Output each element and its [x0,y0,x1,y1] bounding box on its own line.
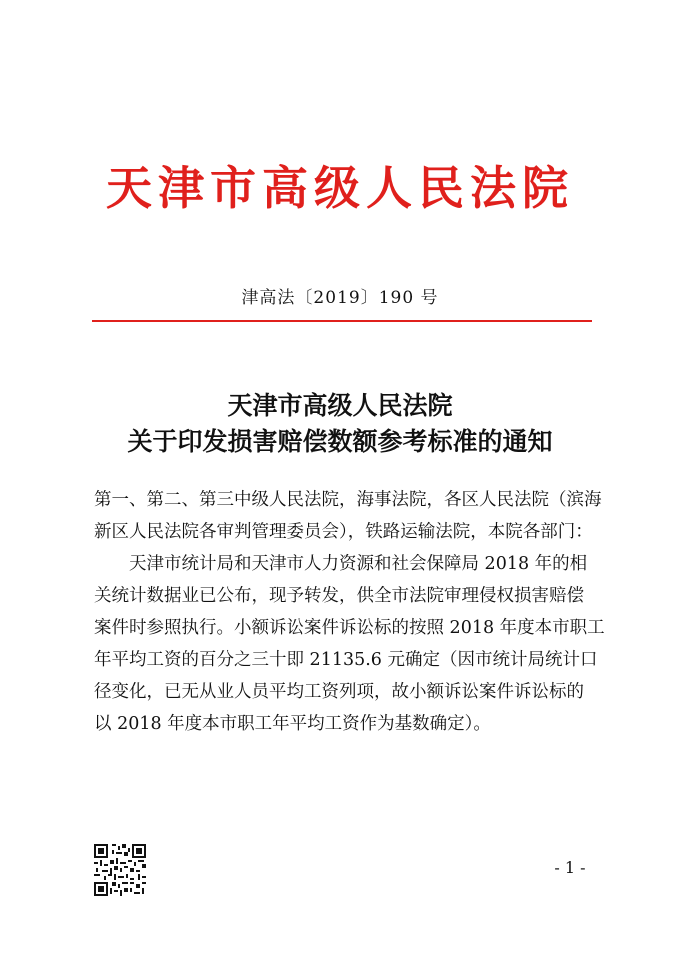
body-line: 关统计数据业已公布，现予转发，供全市法院审理侵权损害赔偿 [94,586,584,606]
issuing-authority-title: 天津市高级人民法院 [106,161,574,215]
body-line: 径变化，已无从业人员平均工资列项，故小额诉讼案件诉讼标的 [94,682,584,702]
page-number: - 1 - [554,858,586,877]
notice-title-line-1: 天津市高级人民法院 [227,391,453,420]
document-number: 津高法〔2019〕190 号 [241,288,439,308]
body-line: 第一、第二、第三中级人民法院，海事法院，各区人民法院（滨海 [94,490,602,510]
body-line: 新区人民法院各审判管理委员会），铁路运输法院，本院各部门： [94,522,593,542]
body-line: 天津市统计局和天津市人力资源和社会保障局 2018 年的相 [94,554,588,574]
notice-title-line-2: 关于印发损害赔偿数额参考标准的通知 [127,427,553,456]
body-line: 案件时参照执行。小额诉讼案件诉讼标的按照 2018 年度本市职工 [94,618,605,638]
notice-body [94,484,605,740]
body-line: 以 2018 年度本市职工年平均工资作为基数确定）。 [94,714,491,734]
qr-code-icon [94,844,146,896]
notice-title [0,388,680,460]
red-divider-line [92,320,592,322]
body-line: 年平均工资的百分之三十即 21135.6 元确定（因市统计局统计口 [94,650,598,670]
